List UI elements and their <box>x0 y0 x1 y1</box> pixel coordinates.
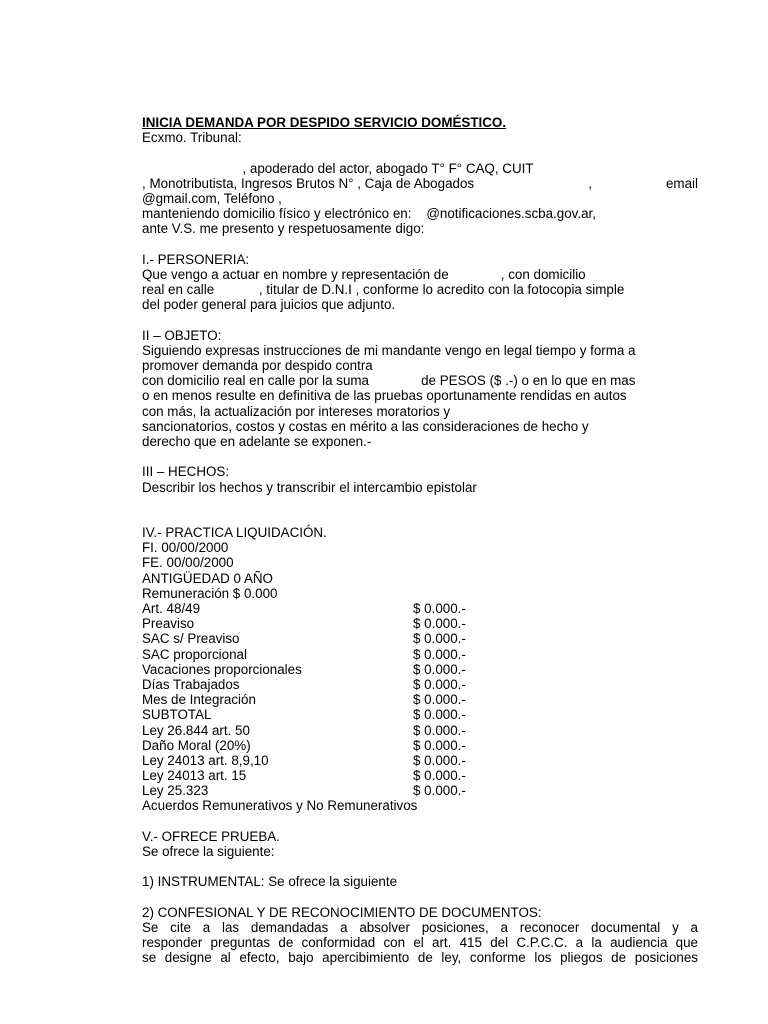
prueba-confesional-heading: 2) CONFESIONAL Y DE RECONOCIMIENTO DE DOCUMENTOS: <box>142 904 542 920</box>
intro-line-4: manteniendo domicilio físico y electrónico en: @notificaciones.scba.gov.ar, <box>142 206 596 222</box>
prueba-instrumental: 1) INSTRUMENTAL: Se ofrece la siguiente <box>142 874 398 890</box>
liquidacion-remuneracion: Remuneración $ 0.000 <box>142 585 278 601</box>
liquidacion-row-label: Daño Moral (20%) <box>142 737 251 753</box>
liquidacion-row-amount: $ 0.000.- <box>413 768 466 784</box>
liquidacion-row-label: Días Trabajados <box>142 676 240 692</box>
liquidacion-row-label: Ley 24013 art. 8,9,10 <box>142 752 269 768</box>
intro-line-2-c: email <box>665 175 698 191</box>
liquidacion-row-label: SAC proporcional <box>142 646 247 662</box>
liquidacion-row-amount: $ 0.000.- <box>413 707 466 723</box>
prueba-confesional-line-2: responder preguntas de conformidad con el art. 415 del C.P.C.C. a la audiencia que <box>142 935 698 951</box>
prueba-line-1: Se ofrece la siguiente: <box>142 844 275 859</box>
liquidacion-row-amount: $ 0.000.- <box>413 692 466 708</box>
liquidacion-row <box>142 616 698 631</box>
liquidacion-row <box>142 768 698 783</box>
liquidacion-fe: FE. 00/00/2000 <box>142 555 234 571</box>
liquidacion-footer: Acuerdos Remunerativos y No Remunerativos <box>142 798 418 814</box>
liquidacion-row <box>142 677 698 692</box>
objeto-line-6: sancionatorios, costos y costas en mérito a las consideraciones de hecho y <box>142 418 589 434</box>
liquidacion-row <box>142 662 698 677</box>
objeto-line-2: promover demanda por despido contra <box>142 358 373 373</box>
liquidacion-row <box>142 601 698 616</box>
liquidacion-row-amount: $ 0.000.- <box>413 783 466 799</box>
prueba-confesional-line-3: se designe al efecto, bajo apercibimiento de ley, conforme los pliegos de posiciones <box>142 950 698 966</box>
personeria-line-3: del poder general para juicios que adjunto. <box>142 297 396 313</box>
liquidacion-row-amount: $ 0.000.- <box>413 631 466 647</box>
liquidacion-row-label: Mes de Integración <box>142 692 256 708</box>
liquidacion-row-label: Ley 25.323 <box>142 783 209 799</box>
personeria-line-1: Que vengo a actuar en nombre y representación de , con domicilio <box>142 266 586 282</box>
liquidacion-row <box>142 647 698 662</box>
intro-line-3: @gmail.com, Teléfono , <box>142 190 282 206</box>
liquidacion-row-label: Preaviso <box>142 616 195 632</box>
liquidacion-row-amount: $ 0.000.- <box>413 737 466 753</box>
liquidacion-row-amount: $ 0.000.- <box>413 616 466 632</box>
salutation: Ecxmo. Tribunal: <box>142 130 242 146</box>
liquidacion-row-label: Art. 48/49 <box>142 601 201 616</box>
prueba-confesional-line-1: Se cite a las demandadas a absolver posiciones, a reconocer documental y a <box>142 919 698 935</box>
liquidacion-fi: FI. 00/00/2000 <box>142 540 229 556</box>
objeto-heading: II – OBJETO: <box>142 327 222 343</box>
objeto-line-3: con domicilio real en calle por la suma de PESOS ($ .-) o en lo que en mas <box>142 373 636 389</box>
liquidacion-row <box>142 723 698 738</box>
liquidacion-row-amount: $ 0.000.- <box>413 661 466 677</box>
intro-line-2-a: , Monotributista, Ingresos Brutos N° , Caja de Abogados <box>142 175 475 191</box>
liquidacion-heading: IV.- PRACTICA LIQUIDACIÓN. <box>142 525 327 541</box>
liquidacion-row-label: SUBTOTAL <box>142 707 212 723</box>
hechos-heading: III – HECHOS: <box>142 464 230 480</box>
objeto-line-1: Siguiendo expresas instrucciones de mi mandante vengo en legal tiempo y forma a <box>142 342 636 358</box>
liquidacion-row-label: Vacaciones proporcionales <box>142 661 302 677</box>
intro-line-1: , apoderado del actor, abogado T° F° CAQ, CUIT <box>142 160 534 176</box>
document-page <box>142 115 698 966</box>
objeto-line-5: con más, la actualización por intereses moratorios y <box>142 403 451 419</box>
objeto-line-4: o en menos resulte en definitiva de las pruebas oportunamente rendidas en autos <box>142 388 627 404</box>
intro-line-2 <box>142 176 698 191</box>
liquidacion-row-amount: $ 0.000.- <box>413 752 466 768</box>
liquidacion-row-amount: $ 0.000.- <box>413 722 466 738</box>
liquidacion-row-label: SAC s/ Preaviso <box>142 631 240 647</box>
liquidacion-row <box>142 783 698 798</box>
liquidacion-row-label: Ley 24013 art. 15 <box>142 768 247 784</box>
hechos-line-1: Describir los hechos y transcribir el intercambio epistolar <box>142 479 477 495</box>
liquidacion-table <box>142 601 698 798</box>
personeria-heading: I.- PERSONERIA: <box>142 251 250 267</box>
liquidacion-row-label: Ley 26.844 art. 50 <box>142 722 250 738</box>
objeto-line-7: derecho que en adelante se exponen.- <box>142 433 372 449</box>
prueba-heading: V.- OFRECE PRUEBA. <box>142 828 280 844</box>
liquidacion-row <box>142 631 698 646</box>
liquidacion-antiguedad: ANTIGÜEDAD 0 AÑO <box>142 570 273 586</box>
liquidacion-row-amount: $ 0.000.- <box>413 646 466 662</box>
liquidacion-row <box>142 707 698 722</box>
liquidacion-row-amount: $ 0.000.- <box>413 676 466 692</box>
document-title: INICIA DEMANDA POR DESPIDO SERVICIO DOMÉSTICO. <box>142 115 507 130</box>
liquidacion-row <box>142 692 698 707</box>
liquidacion-row-amount: $ 0.000.- <box>413 601 466 616</box>
liquidacion-row <box>142 753 698 768</box>
intro-line-5: ante V.S. me presento y respetuosamente digo: <box>142 221 425 237</box>
personeria-line-2: real en calle , titular de D.N.I , conforme lo acredito con la fotocopia simple <box>142 282 625 298</box>
intro-line-2-b: , <box>588 175 592 191</box>
liquidacion-row <box>142 738 698 753</box>
